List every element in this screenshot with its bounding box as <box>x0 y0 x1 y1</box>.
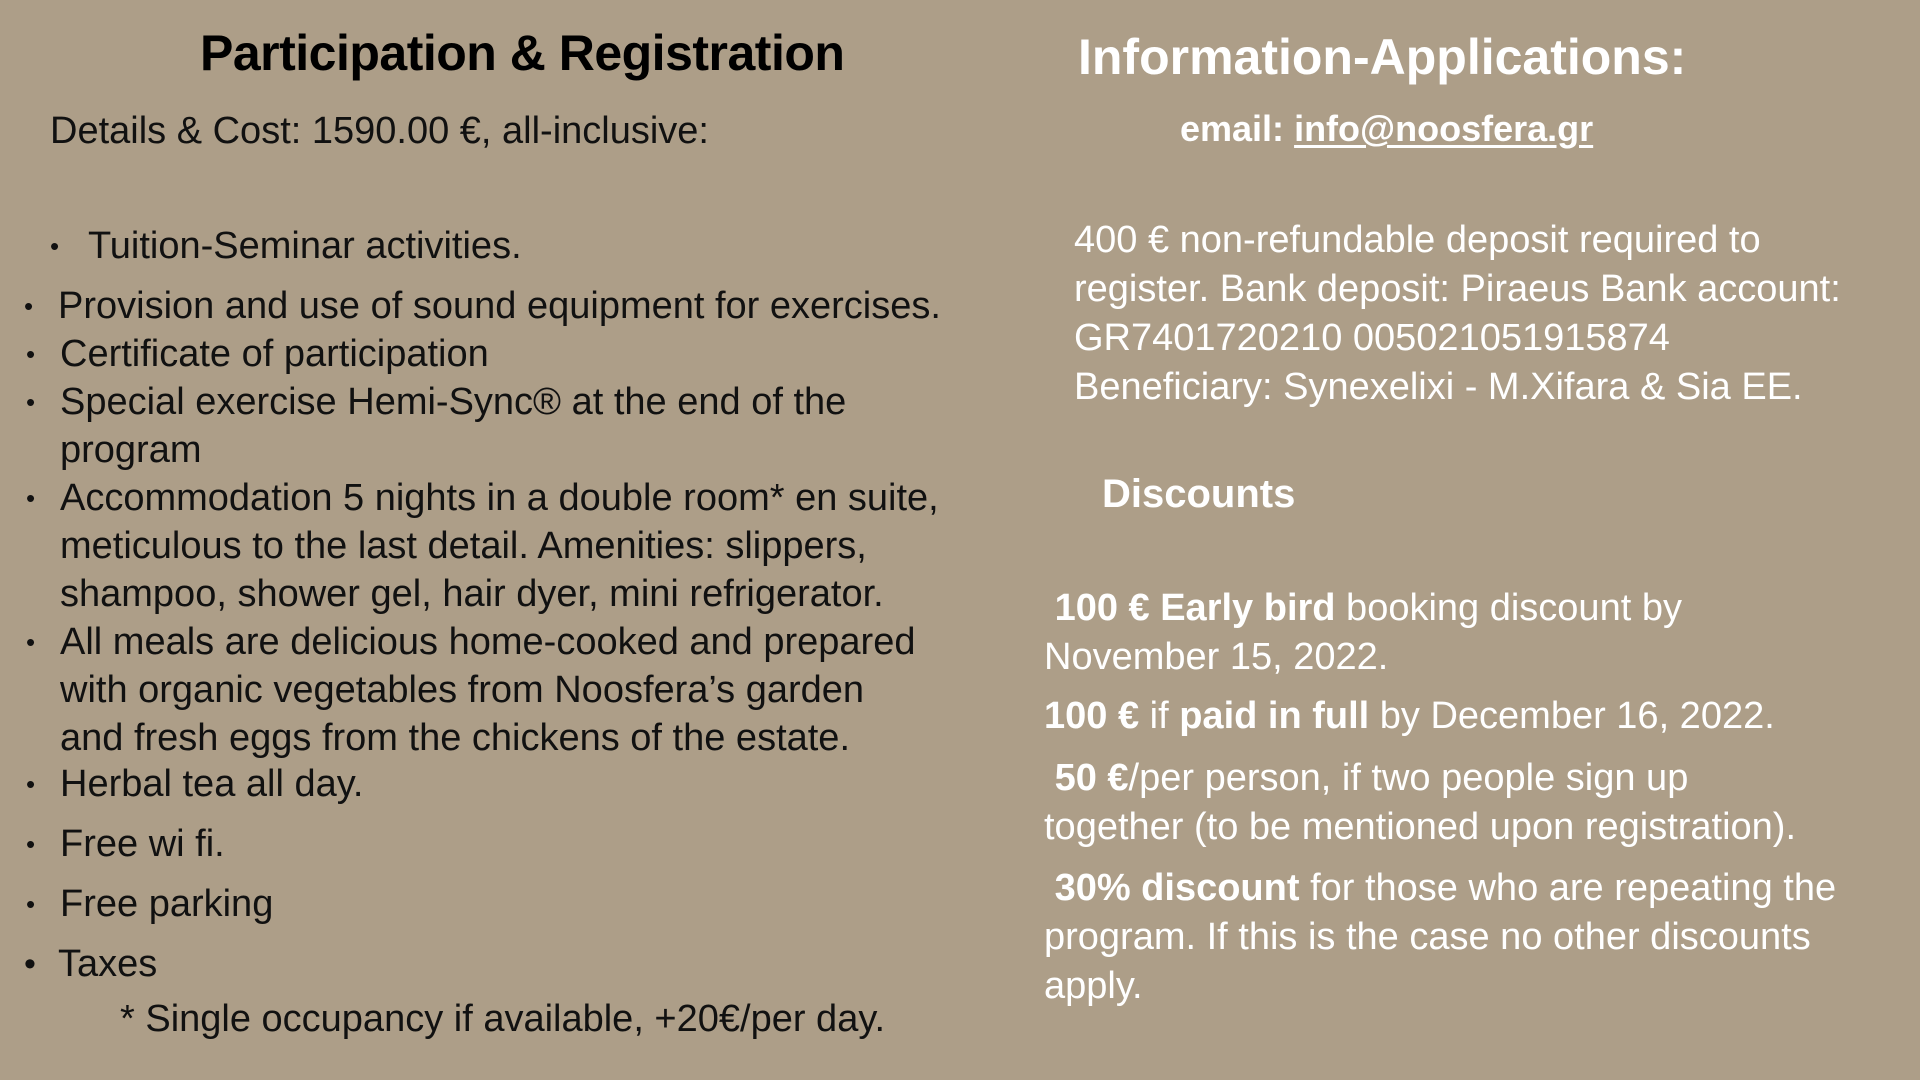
list-item-parking: • Free parking <box>60 880 273 928</box>
deposit-line: 400 € non-refundable deposit required to <box>1074 219 1761 261</box>
discount-amount: 30% discount <box>1054 867 1300 909</box>
deposit-line: register. Bank deposit: Piraeus Bank account: <box>1074 268 1841 310</box>
bullet-icon: • <box>26 769 36 799</box>
deposit-line: Beneficiary: Synexelixi - M.Xifara & Sia EE. <box>1074 366 1803 408</box>
discount-amount: 100 € Early bird <box>1054 587 1336 629</box>
deposit-line: GR7401720210 005021051915874 <box>1074 317 1670 359</box>
single-occupancy-note: * Single occupancy if available, +20€/per day. <box>120 998 886 1040</box>
list-item-hemi-sync: • Special exercise Hemi-Sync® at the end of the program <box>60 378 846 474</box>
list-item-wifi: • Free wi fi. <box>60 820 225 868</box>
discounts-heading: Discounts <box>1102 472 1296 516</box>
bullet-icon: • <box>26 387 36 417</box>
bullet-icon: • <box>26 829 36 859</box>
bullet-icon: • <box>26 889 36 919</box>
bullet-icon: • <box>26 627 36 657</box>
bullet-icon: • <box>24 945 36 983</box>
discount-repeat: 30% discount for those who are repeating the program. If this is the case no other discounts apply. <box>1044 867 1837 1007</box>
deposit-info <box>1074 216 1841 412</box>
discount-early-bird: 100 € Early bird booking discount by November 15, 2022. <box>1044 587 1682 678</box>
list-item-tuition: • Tuition-Seminar activities. <box>88 222 522 270</box>
participation-registration-title: Participation & Registration <box>200 25 845 81</box>
bullet-icon: • <box>50 231 60 261</box>
information-applications-title: Information-Applications: <box>1078 29 1687 85</box>
list-item-meals: • All meals are delicious home-cooked and prepared with organic vegetables from Noosfera’s garden and fresh eggs from the chickens of the estate. <box>60 618 915 762</box>
list-item-herbal-tea: • Herbal tea all day. <box>60 760 363 808</box>
list-item-taxes: • Taxes <box>58 940 157 988</box>
bullet-icon: • <box>26 483 36 513</box>
email-label: email: <box>1180 108 1285 149</box>
details-cost-subtitle: Details & Cost: 1590.00 €, all-inclusive: <box>50 110 709 152</box>
list-item-sound-equipment: • Provision and use of sound equipment for exercises. <box>58 282 941 330</box>
discount-paid-in-full: 100 € if paid in full by December 16, 2022. <box>1044 695 1775 737</box>
discount-amount: 100 € <box>1044 695 1140 737</box>
list-item-accommodation: • Accommodation 5 nights in a double room* en suite, meticulous to the last detail. Amenities: slippers, shampoo, shower gel, hair dyer, mini refrigerator. <box>60 474 939 618</box>
discount-amount: 50 € <box>1054 757 1129 799</box>
list-item-certificate: • Certificate of participation <box>60 330 489 378</box>
email-row <box>1180 108 1593 150</box>
bullet-icon: • <box>26 339 36 369</box>
email-link[interactable]: info@noosfera.gr <box>1294 108 1594 149</box>
bullet-icon: • <box>24 291 34 321</box>
discount-couple: 50 €/per person, if two people sign up together (to be mentioned upon registration). <box>1044 757 1797 848</box>
